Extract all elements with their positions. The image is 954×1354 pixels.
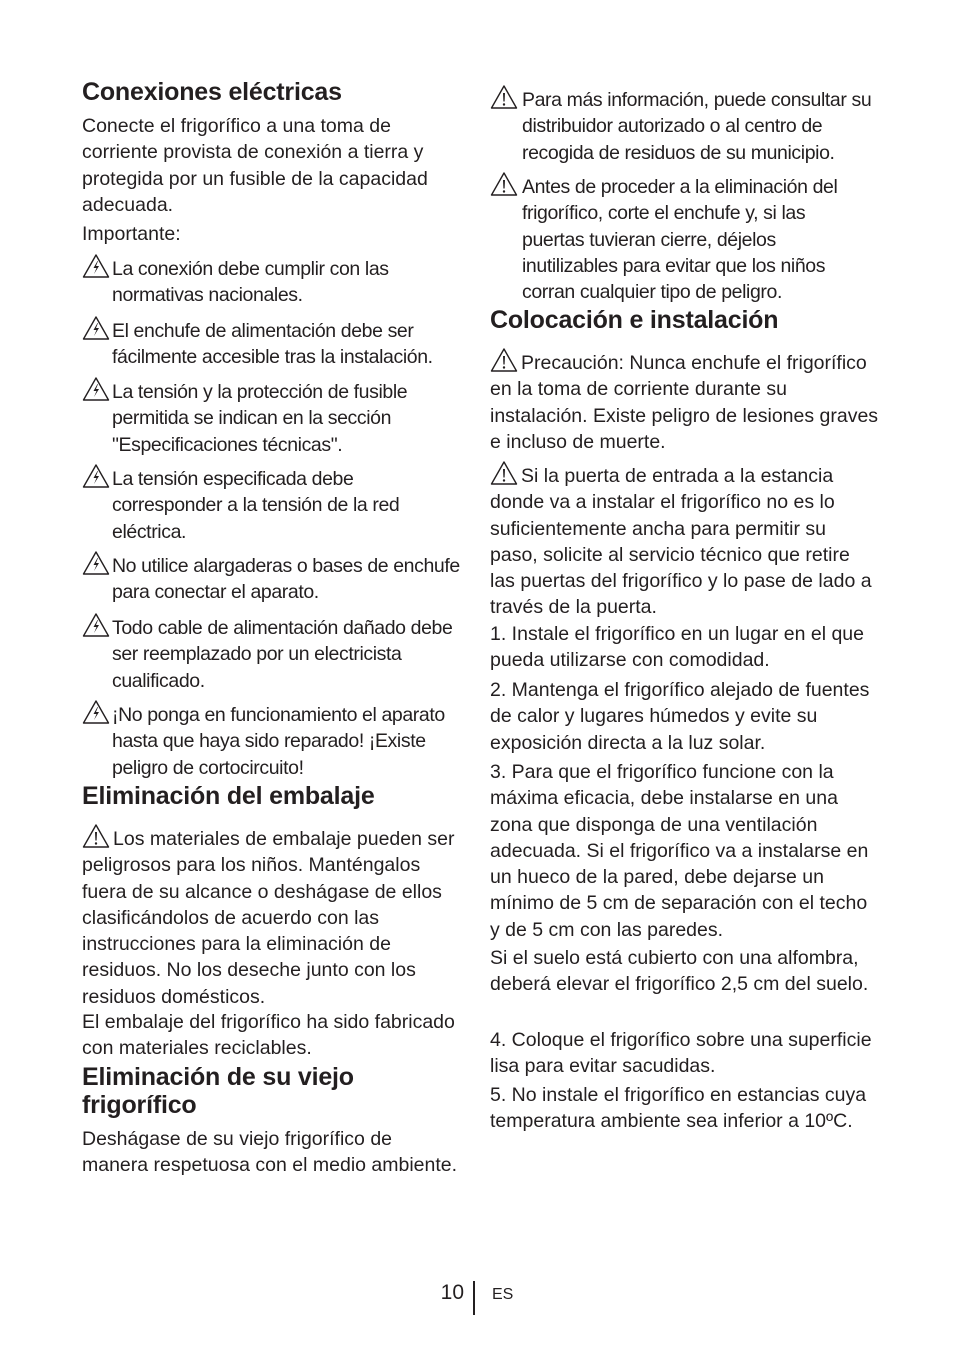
- warning-text: La tensión y la protección de fusible permitida se indican en la sección "Especificaciones técnicas".: [112, 381, 408, 456]
- warning-item: [82, 702, 460, 781]
- caution-item: [490, 87, 882, 166]
- electric-warning-icon: [82, 612, 110, 638]
- list-item-1: 1. Instale el frigorífico en un lugar en el que pueda utilizarse con comodidad.: [490, 623, 864, 672]
- page-number: 10: [440, 1281, 464, 1304]
- electric-warning-icon: [82, 253, 110, 279]
- heading-colocacion: Colocación e instalación: [490, 306, 779, 334]
- language-code: ES: [492, 1286, 514, 1303]
- list-item-3: 3. Para que el frigorífico funcione con la máxima eficacia, debe instalarse en una zona que disponga de una ventilación adecuada. Si el frigorífico va a instalarse en un hueco de la pared, debe dejarse un mínimo de 5 cm de separación con el techo y de 5 cm con las paredes.: [490, 761, 869, 941]
- caution-icon: [490, 84, 518, 110]
- warning-item: [82, 256, 460, 309]
- paragraph-suelo: Si el suelo está cubierto con una alfombra, deberá elevar el frigorífico 2,5 cm del suelo.: [490, 947, 869, 996]
- caution-text: Para más información, puede consultar su distribuidor autorizado o al centro de recogida de residuos de su municipio.: [522, 89, 872, 164]
- heading-conexiones: Conexiones eléctricas: [82, 78, 342, 106]
- list-item-5: 5. No instale el frigorífico en estancias cuya temperatura ambiente sea inferior a 10ºC.: [490, 1084, 867, 1133]
- caution-text: Antes de proceder a la eliminación del frigorífico, corte el enchufe y, si las puertas tuvieran cierre, déjelos inutilizables para evitar que los niños corran cualquier tipo de peligro.: [522, 176, 838, 304]
- paragraph-conecte: Conecte el frigorífico a una toma de corriente provista de conexión a tierra y protegida por un fusible de la capacidad adecuada.: [82, 115, 428, 216]
- caution-item: [490, 174, 842, 305]
- electric-warning-icon: [82, 376, 110, 402]
- caution-icon: [82, 823, 110, 849]
- electric-warning-icon: [82, 699, 110, 725]
- list-item-4: 4. Coloque el frigorífico sobre una superficie lisa para evitar sacudidas.: [490, 1029, 872, 1078]
- list-item-2: 2. Mantenga el frigorífico alejado de fuentes de calor y lugares húmedos y evite su exposición directa a la luz solar.: [490, 679, 870, 754]
- warning-text: El enchufe de alimentación debe ser fácilmente accesible tras la instalación.: [112, 320, 433, 369]
- warning-item: [82, 553, 460, 606]
- warning-text: Todo cable de alimentación dañado debe ser reemplazado por un electricista cualificado.: [112, 617, 453, 692]
- caution-icon: [490, 460, 518, 486]
- warning-item: [82, 379, 460, 458]
- electric-warning-icon: [82, 315, 110, 341]
- heading-viejo: Eliminación de su viejo frigorífico: [82, 1063, 354, 1119]
- heading-embalaje: Eliminación del embalaje: [82, 782, 375, 810]
- electric-warning-icon: [82, 550, 110, 576]
- caution-icon: [490, 171, 518, 197]
- paragraph-embalaje: El embalaje del frigorífico ha sido fabricado con materiales reciclables.: [82, 1011, 455, 1060]
- warning-text: La conexión debe cumplir con las normativas nacionales.: [112, 258, 389, 307]
- warning-text: La tensión especificada debe corresponder a la tensión de la red eléctrica.: [112, 468, 400, 543]
- footer-divider: [473, 1281, 475, 1315]
- paragraph-viejo: Deshágase de su viejo frigorífico de manera respetuosa con el medio ambiente.: [82, 1128, 458, 1177]
- paragraph-materiales: Los materiales de embalaje pueden ser peligrosos para los niños. Manténgalos fuera de su alcance o deshágase de ellos clasificándolos de acuerdo con las instrucciones para la eliminación de residuos. No los deseche junto con los residuos domésticos.: [82, 823, 462, 1010]
- paragraph-precaucion: Precaución: Nunca enchufe el frigorífico en la toma de corriente durante su instalación. Existe peligro de lesiones graves e incluso de muerte.: [490, 347, 882, 455]
- paragraph-importante: Importante:: [82, 223, 181, 245]
- warning-text: ¡No ponga en funcionamiento el aparato hasta que haya sido reparado! ¡Existe peligro de cortocircuito!: [112, 704, 445, 779]
- caution-icon: [490, 347, 518, 373]
- warning-item: [82, 318, 460, 371]
- warning-item: [82, 615, 460, 694]
- electric-warning-icon: [82, 463, 110, 489]
- warning-item: [82, 466, 460, 545]
- paragraph-puerta: Si la puerta de entrada a la estancia donde va a instalar el frigorífico no es lo suficientemente ancha para permitir su paso, solicite al servicio técnico que retire las puertas del frigorífico y lo pase de lado a través de la puerta.: [490, 460, 874, 621]
- warning-text: No utilice alargaderas o bases de enchufe para conectar el aparato.: [112, 555, 460, 604]
